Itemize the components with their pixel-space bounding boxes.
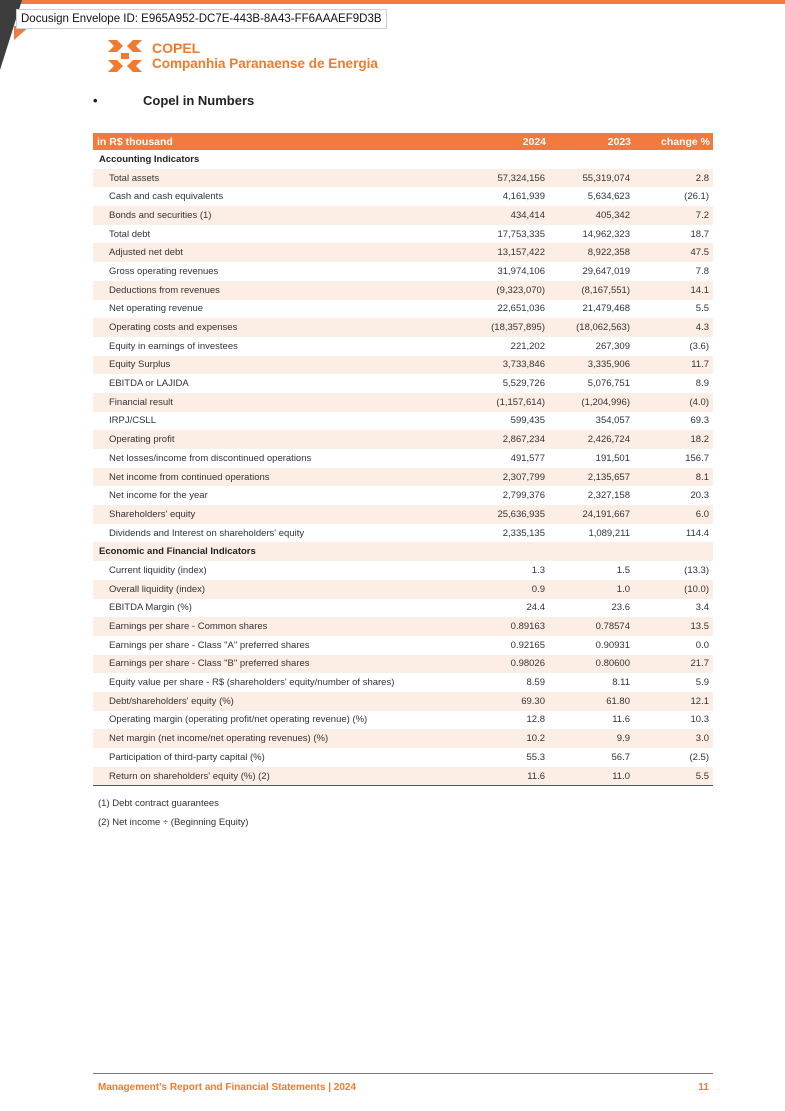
value-2023: 14,962,323 [582,228,630,240]
value-2024: 17,753,335 [497,228,545,240]
row-label: Financial result [93,393,473,412]
value-2023: 2,426,724 [549,430,634,449]
change-percent: 21.7 [634,655,713,674]
value-2023: 354,057 [595,415,630,427]
table-body [93,150,713,786]
table-row [93,636,713,655]
value-2024: 22,651,036 [497,303,545,315]
row-label: EBITDA or LAJIDA [109,378,189,390]
row-label: Operating costs and expenses [93,318,473,337]
value-2024: 2,867,234 [473,430,549,449]
value-2024: 491,577 [510,452,545,464]
change-percent: 156.7 [685,452,709,464]
table-row [93,187,713,206]
table-row [93,412,713,431]
section-header: Economic and Financial Indicators [93,542,713,561]
value-2023: 1,089,211 [588,527,630,539]
table-row [93,300,713,319]
value-2023: 5,634,623 [587,191,630,203]
section-title-text: Copel in Numbers [143,93,255,108]
row-label: Gross operating revenues [109,265,219,277]
table-row [93,580,713,599]
table-row [93,374,713,393]
change-percent: 2.8 [634,169,713,188]
change-percent: 7.8 [695,265,709,277]
value-2024: 12.8 [526,714,545,726]
value-2024: 31,974,106 [497,265,545,277]
row-label: Shareholders' equity [93,505,473,524]
table-row [93,169,713,188]
row-label: Overall liquidity (index) [93,580,473,599]
table-row [93,767,713,786]
change-percent: 69.3 [690,415,709,427]
indicators-table [93,133,713,786]
value-2023: 56.7 [611,751,630,763]
value-2024: 55.3 [526,751,545,763]
row-label: Return on shareholders' equity (%) (2) [93,767,473,786]
logo-name: COPEL [152,40,201,56]
row-label: Debt/shareholders' equity (%) [93,692,473,711]
row-label: Earnings per share - Class "B" preferred shares [93,655,473,674]
footnote-2: (2) Net income ÷ (Beginning Equity) [98,817,249,828]
copel-arrows-icon [106,38,144,74]
table-row [93,505,713,524]
value-2024: 10.2 [473,729,549,748]
value-2023: 5,076,751 [587,378,630,390]
header-2023: 2023 [549,133,634,150]
row-label: Cash and cash equivalents [109,191,224,203]
table-row [93,748,713,767]
change-percent: 14.1 [634,281,713,300]
change-percent: 13.5 [634,617,713,636]
header-unit: in R$ thousand [93,133,473,150]
value-2023: 9.9 [549,729,634,748]
value-2024: 0.89163 [473,617,549,636]
value-2023: 11.6 [612,714,630,726]
row-label: Bonds and securities (1) [93,206,473,225]
docusign-envelope-id: Docusign Envelope ID: E965A952-DC7E-443B-8A43-FF6AAAEF9D3B [16,9,387,29]
table-row [93,337,713,356]
copel-logo [106,38,378,74]
change-percent: (4.0) [634,393,713,412]
change-percent: (13.3) [684,564,709,576]
change-percent: 18.2 [634,430,713,449]
row-label: Equity Surplus [93,356,473,375]
value-2024: 5,529,726 [502,378,545,390]
change-percent: (10.0) [634,580,713,599]
value-2024: 13,157,422 [473,243,549,262]
value-2024: 2,799,376 [502,490,545,502]
row-label: Current liquidity (index) [109,564,207,576]
row-label: Operating profit [93,430,473,449]
row-label: IRPJ/CSLL [109,415,156,427]
value-2024: (9,323,070) [473,281,549,300]
table-row [93,561,713,580]
table-row [93,599,713,618]
value-2023: 1.0 [549,580,634,599]
value-2024: 2,307,799 [473,468,549,487]
table-row [93,430,713,449]
footnote-1: (1) Debt contract guarantees [98,798,219,809]
table-row [93,617,713,636]
value-2024: 1.3 [531,564,545,576]
change-percent: 5.5 [634,767,713,786]
value-2024: 221,202 [510,340,545,352]
value-2024: 434,414 [473,206,549,225]
value-2024: 0.92165 [510,639,545,651]
value-2023: 2,327,158 [587,490,630,502]
change-percent: 6.0 [634,505,713,524]
value-2024: 599,435 [510,415,545,427]
change-percent: 11.7 [634,356,713,375]
table-row [93,729,713,748]
row-label: Net income from continued operations [93,468,473,487]
value-2024: 69.30 [473,692,549,711]
change-percent: 0.0 [695,639,709,651]
table-row [93,225,713,244]
row-label: Dividends and Interest on shareholders' equity [109,527,305,539]
value-2024: 0.98026 [473,655,549,674]
value-2023: 0.78574 [549,617,634,636]
section-header: Accounting Indicators [99,153,200,165]
row-label: Participation of third-party capital (%) [109,751,265,763]
value-2024: 24.4 [526,602,545,614]
footnotes [98,794,248,832]
change-percent: (26.1) [684,191,709,203]
row-label: Net income for the year [109,490,208,502]
value-2023: 1.5 [616,564,630,576]
change-percent: 5.5 [695,303,709,315]
value-2024: 3,733,846 [473,356,549,375]
footer-divider [93,1073,713,1074]
value-2023: (1,204,996) [549,393,634,412]
change-percent: 47.5 [634,243,713,262]
change-percent: 8.9 [695,378,709,390]
row-label: Total debt [109,228,151,240]
value-2023: 23.6 [611,602,630,614]
table-row [93,356,713,375]
value-2024: 25,636,935 [473,505,549,524]
value-2023: 267,309 [595,340,630,352]
change-percent: 12.1 [634,692,713,711]
table-row [93,262,713,281]
value-2024: (1,157,614) [473,393,549,412]
table-row [93,281,713,300]
value-2024: 8.59 [526,677,545,689]
bullet: • [93,93,98,108]
value-2024: 57,324,156 [473,169,549,188]
change-percent: 3.0 [634,729,713,748]
row-label: Adjusted net debt [93,243,473,262]
top-accent-bar [0,0,785,4]
value-2023: 8,922,358 [549,243,634,262]
value-2023: (18,062,563) [549,318,634,337]
table-row [93,449,713,468]
value-2024: 4,161,939 [502,191,545,203]
table-row [93,655,713,674]
value-2023: 21,479,468 [582,303,630,315]
change-percent: 7.2 [634,206,713,225]
row-label: Deductions from revenues [93,281,473,300]
logo-subtitle: Companhia Paranaense de Energia [152,56,378,71]
change-percent: (2.5) [689,751,709,763]
table-row [93,393,713,412]
change-percent: 3.4 [695,602,709,614]
change-percent: 18.7 [690,228,709,240]
table-row [93,468,713,487]
table-row [93,524,713,543]
row-label: Operating margin (operating profit/net operating revenue) (%) [109,714,368,726]
value-2023: 29,647,019 [582,265,630,277]
change-percent: 10.3 [690,714,709,726]
value-2023: 61.80 [549,692,634,711]
change-percent: 114.4 [685,527,709,539]
table-row [93,711,713,730]
value-2023: 191,501 [595,452,630,464]
value-2023: 55,319,074 [549,169,634,188]
value-2023: 3,335,906 [549,356,634,375]
row-label: Net margin (net income/net operating revenues) (%) [93,729,473,748]
row-label: Equity in earnings of investees [109,340,238,352]
value-2023: 2,135,657 [549,468,634,487]
table-row [93,486,713,505]
value-2024: 0.9 [473,580,549,599]
change-percent: 20.3 [690,490,709,502]
value-2024: 11.6 [473,767,549,786]
row-label: EBITDA Margin (%) [109,602,192,614]
row-label: Earnings per share - Common shares [93,617,473,636]
table-row [93,243,713,262]
value-2023: 0.80600 [549,655,634,674]
value-2023: 11.0 [549,767,634,786]
value-2023: (8,167,551) [549,281,634,300]
change-percent: 5.9 [695,677,709,689]
row-label: Net operating revenue [109,303,204,315]
row-label: Equity value per share - R$ (shareholders' equity/number of shares) [109,677,395,689]
value-2024: (18,357,895) [473,318,549,337]
table-row [93,692,713,711]
value-2023: 24,191,667 [549,505,634,524]
section-header-row [93,150,713,169]
table-row [93,206,713,225]
row-label: Earnings per share - Class "A" preferred shares [109,639,310,651]
footer-title: Management's Report and Financial Statements | 2024 [98,1082,357,1093]
value-2023: 405,342 [549,206,634,225]
header-2024: 2024 [473,133,549,150]
section-header-row [93,542,713,561]
section-title [93,93,254,108]
row-label: Net losses/income from discontinued operations [109,452,312,464]
header-change: change % [634,133,713,150]
page-number: 11 [698,1082,709,1093]
table-row [93,318,713,337]
change-percent: (3.6) [689,340,709,352]
row-label: Total assets [93,169,473,188]
value-2024: 2,335,135 [502,527,545,539]
value-2023: 8.11 [612,677,630,689]
table-row [93,673,713,692]
change-percent: 8.1 [634,468,713,487]
value-2023: 0.90931 [595,639,630,651]
table-header-row [93,133,713,150]
change-percent: 4.3 [634,318,713,337]
